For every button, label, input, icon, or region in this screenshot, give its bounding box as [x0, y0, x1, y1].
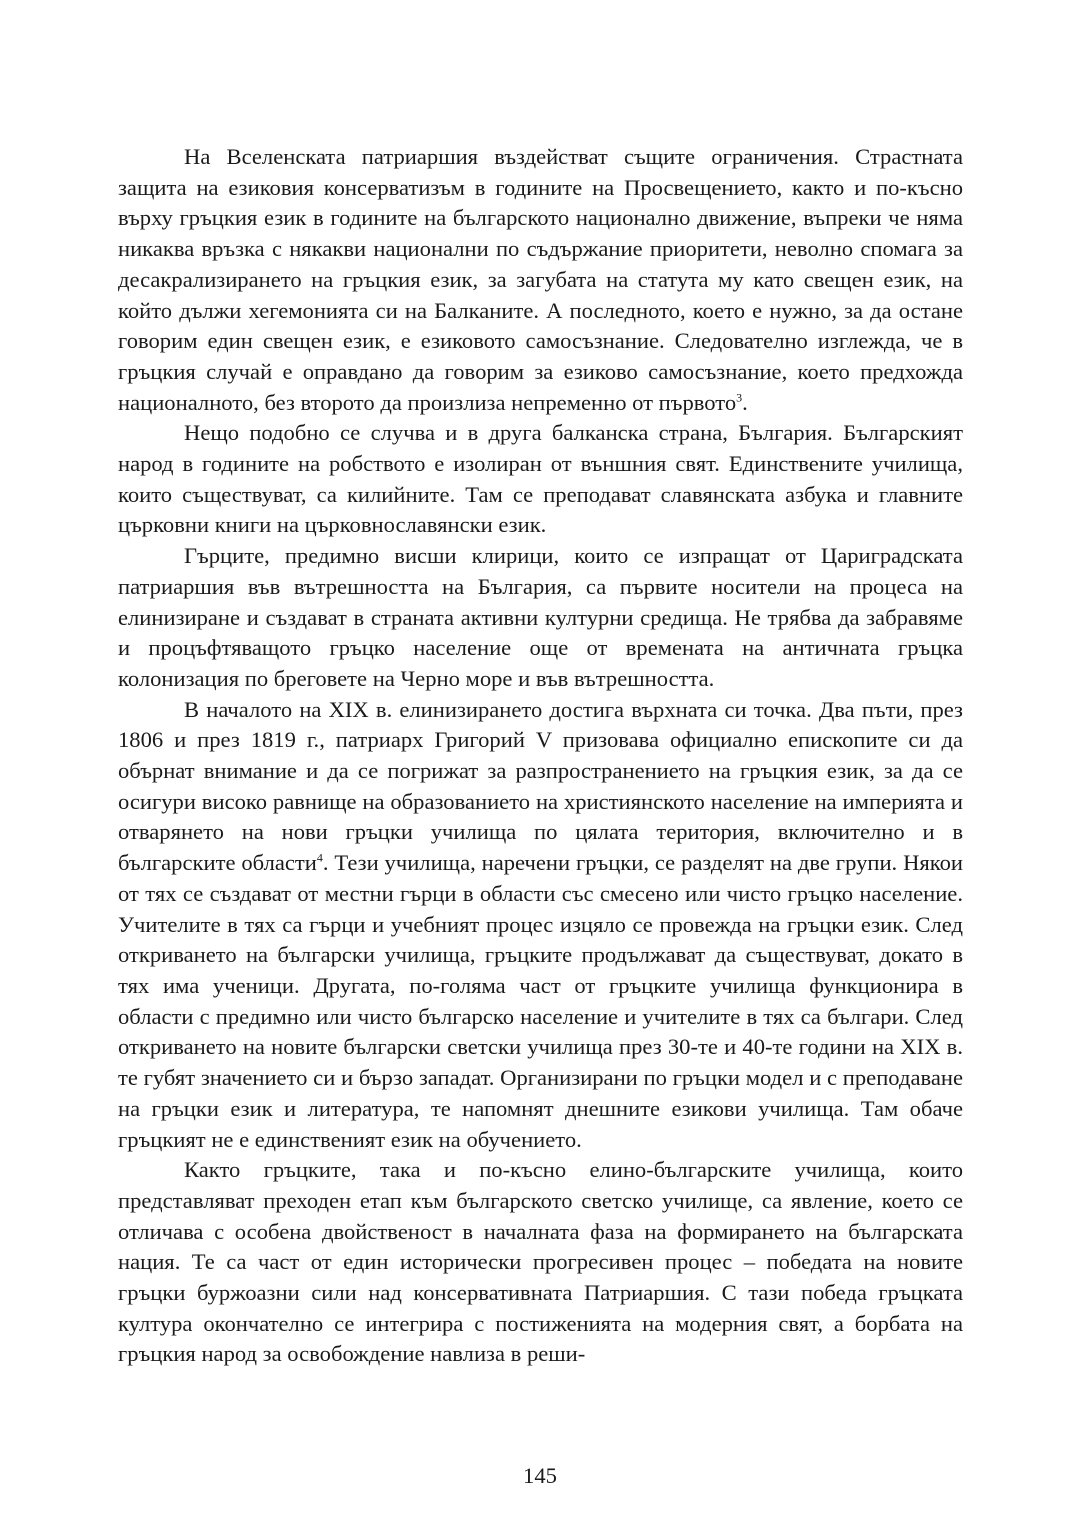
- paragraph-3: [118, 541, 963, 695]
- footnote-ref-4: 4: [316, 850, 323, 865]
- paragraph-2-text: Нещо подобно се случва и в друга балканска страна, България. Българският народ в годините на робството е изолиран от външния свят. Единствените училища, които съществуват, са килийните. Там се преподават славянската азбука и главните църковни книги на църковнославянски език.: [118, 420, 963, 538]
- paragraph-2: [118, 418, 963, 541]
- page-number: 145: [523, 1463, 557, 1488]
- footnote-ref-3: 3: [736, 390, 743, 405]
- page-body: [118, 142, 963, 1370]
- paragraph-4-tail: . Тези училища, наречени гръцки, се разделят на две групи. Някои от тях се създават от местни гърци в области със смесено или чисто гръцко население. Учителите в тях са гърци и учебният процес изцяло се провежда на гръцки език. След откриването на български училища, гръцките продължават да съществуват, докато в тях има ученици. Другата, по-голяма част от гръцките училища функционира в области с предимно или чисто българско население и учителите в тях са българи. След откриването на новите български светски училища през 30-те и 40-те години на XIX в. те губят значението си и бързо западат. Организирани по гръцки модел и с преподаване на гръцки език и литература, те напомнят днешните езикови училища. Там обаче гръцкият не е единственият език на обучението.: [118, 850, 963, 1152]
- paragraph-4-text: В началото на XIX в. елинизирането достига върхната си точка. Два пъти, през 1806 и през 1819 г., патриарх Григорий V призовава официално епископите си да обърнат внимание и да се погрижат за разпространението на гръцкия език, за да се осигури високо равнище на образованието на християнското население на империята и отварянето на нови гръцки училища по цялата територия, включително и в българските области: [118, 696, 963, 876]
- paragraph-5-text: Както гръцките, така и по-късно елино-българските училища, които представляват преходен етап към българското светско училище, са явление, което се отличава с особена двойственост в началната фаза на формирането на българската нация. Те са част от един исторически прогресивен процес – победата на новите гръцки буржоазни сили над консервативната Патриаршия. С тази победа гръцката култура окончателно се интегрира с постиженията на модерния свят, а борбата на гръцкия народ за освобождение навлиза в реши-: [118, 1157, 963, 1367]
- paragraph-1-text: На Вселенската патриаршия въздействат същите ограничения. Страстната защита на езиковия консерватизъм в годините на Просвещението, както и по-късно върху гръцкия език в годините на българското национално движение, въпреки че няма никаква връзка с някакви национални по съдържание приоритети, неволно спомага за десакрализирането на гръцкия език, за загубата на статута му като свещен език, на който дължи хегемонията си на Балканите. А последното, което е нужно, за да остане говорим един свещен език, е езиковото самосъзнание. Следователно изглежда, че в гръцкия случай е оправдано да говорим за езиково самосъзнание, което предхожда националното, без второто да произлиза непременно от първото: [118, 144, 963, 415]
- paragraph-1-tail: .: [742, 389, 748, 415]
- paragraph-3-text: Гърците, предимно висши клирици, които се изпращат от Цариградската патриаршия във вътрешността на България, са първите носители на процеса на елинизиране и създават в страната активни културни средища. Не трябва да забравяме и процъфтяващото гръцко население още от времената на античната гръцка колонизация по бреговете на Черно море и във вътрешността.: [118, 543, 963, 691]
- paragraph-4: [118, 695, 963, 1156]
- paragraph-5: [118, 1155, 963, 1370]
- paragraph-1: [118, 142, 963, 418]
